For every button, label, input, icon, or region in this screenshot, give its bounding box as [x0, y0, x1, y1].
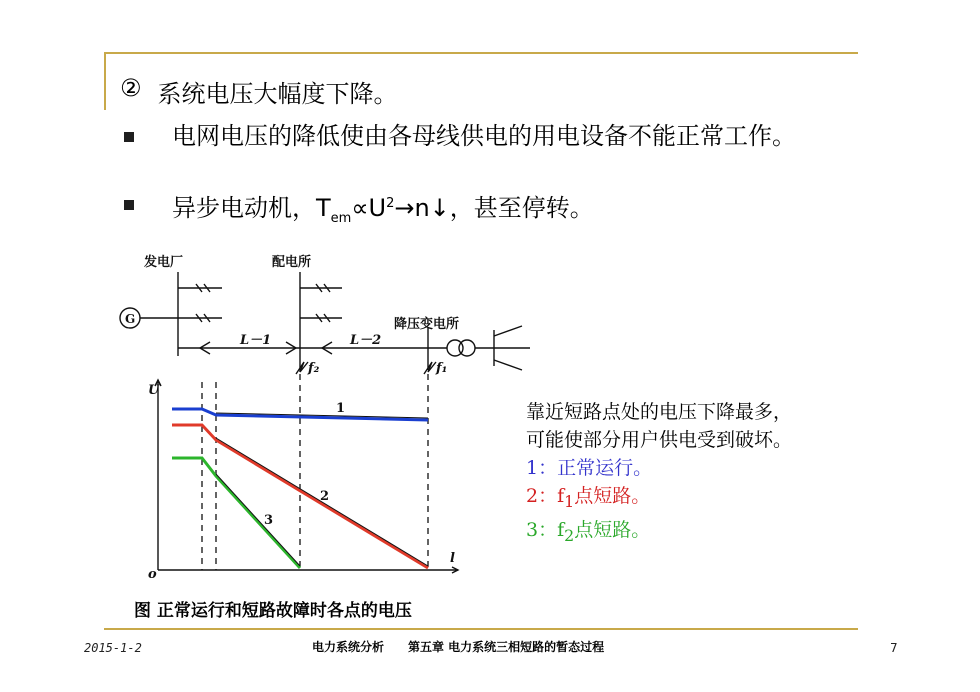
- label-curve-3: 3: [264, 513, 274, 528]
- note-line-1: 靠近短路点处的电压下降最多，: [526, 401, 793, 423]
- label-fault-f2: f₂: [308, 361, 320, 376]
- bullet-motor: [124, 188, 594, 226]
- label-curve-2: 2: [320, 489, 330, 504]
- label-distribution-substation: 配电所: [272, 255, 312, 270]
- label-axis-u: U: [148, 383, 160, 398]
- heading-marker: ②: [120, 74, 142, 102]
- bullet-voltage-drop: [124, 120, 844, 153]
- voltage-profile-diagram: [110, 244, 540, 589]
- footer-date: 2015-1-2: [84, 641, 142, 655]
- curve-fault-f2: [172, 458, 300, 568]
- label-curve-1: 1: [336, 401, 346, 416]
- label-stepdown-substation: 降压变电所: [394, 317, 460, 332]
- legend-normal: 1：正常运行。: [526, 457, 653, 479]
- heading-text: 系统电压大幅度下降。: [157, 80, 398, 108]
- bullet-square-icon: [124, 132, 134, 142]
- label-line2: L－2: [350, 333, 382, 348]
- diagram-notes: [526, 398, 792, 550]
- label-line1: L－1: [240, 333, 272, 348]
- legend-f2-fault: 3：$f_2$点短路。: [526, 518, 651, 545]
- footer-page-number: 7: [890, 641, 898, 655]
- label-fault-f1: f₁: [436, 361, 448, 376]
- generator-label: G: [125, 312, 136, 326]
- footer-title: 电力系统分析 第五章 电力系统三相短路的暂态过程: [312, 640, 605, 654]
- bullet-square-icon: [124, 200, 134, 210]
- label-power-plant: 发电厂: [144, 255, 184, 270]
- label-axis-l: l: [450, 551, 455, 566]
- note-line-2: 可能使部分用户供电受到破坏。: [526, 429, 793, 451]
- fault-f2-arrow: [296, 362, 308, 374]
- bullet-text: 异步电动机，$T_{em}\propto U^2\to n↓$，甚至停转。: [172, 194, 594, 226]
- frame-top-rule: [104, 52, 858, 54]
- figure-caption: 图 正常运行和短路故障时各点的电压: [134, 601, 412, 621]
- slide-heading: [120, 74, 398, 109]
- legend-f1-fault: 2：$f_1$点短路。: [526, 485, 651, 511]
- bullet-text: 电网电压的降低使由各母线供电的用电设备不能正常工作。: [172, 122, 796, 150]
- fault-f1-arrow: [424, 362, 436, 374]
- frame-left-rule: [104, 52, 106, 110]
- label-origin: o: [148, 567, 157, 582]
- frame-bottom-rule: [104, 628, 858, 630]
